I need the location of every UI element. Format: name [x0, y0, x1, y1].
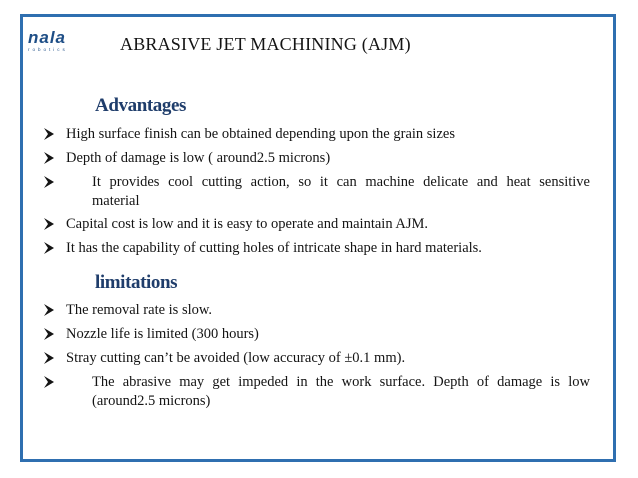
slide-title: ABRASIVE JET MACHINING (AJM)	[120, 34, 411, 54]
limitation-item: The removal rate is slow.	[66, 300, 596, 320]
advantage-item: It provides cool cutting action, so it can machine delicate and heat sensitive	[92, 172, 590, 192]
logo-wordmark: nala	[28, 28, 67, 47]
advantages-heading: Advantages	[95, 95, 187, 116]
limitation-item-continuation: (around2.5 microns)	[92, 393, 211, 409]
advantage-item: Capital cost is low and it is easy to operate and maintain AJM.	[66, 214, 596, 234]
arrow-bullet-icon	[42, 127, 56, 141]
limitation-item: The abrasive may get impeded in the work surface. Depth of damage is low	[92, 372, 590, 392]
arrow-bullet-icon	[42, 175, 56, 189]
advantage-item: Depth of damage is low ( around2.5 microns)	[66, 148, 596, 168]
limitations-heading: limitations	[95, 272, 178, 293]
arrow-bullet-icon	[42, 375, 56, 389]
arrow-bullet-icon	[42, 241, 56, 255]
advantage-item-continuation: material	[92, 193, 140, 209]
arrow-bullet-icon	[42, 217, 56, 231]
logo	[28, 30, 88, 56]
advantage-item: It has the capability of cutting holes of intricate shape in hard materials.	[66, 238, 596, 258]
advantage-item: High surface finish can be obtained depending upon the grain sizes	[66, 124, 596, 144]
logo-tagline: robotics	[28, 47, 68, 52]
limitation-item: Nozzle life is limited (300 hours)	[66, 324, 596, 344]
arrow-bullet-icon	[42, 151, 56, 165]
limitation-item: Stray cutting can’t be avoided (low accuracy of ±0.1 mm).	[66, 348, 596, 368]
arrow-bullet-icon	[42, 327, 56, 341]
arrow-bullet-icon	[42, 303, 56, 317]
arrow-bullet-icon	[42, 351, 56, 365]
